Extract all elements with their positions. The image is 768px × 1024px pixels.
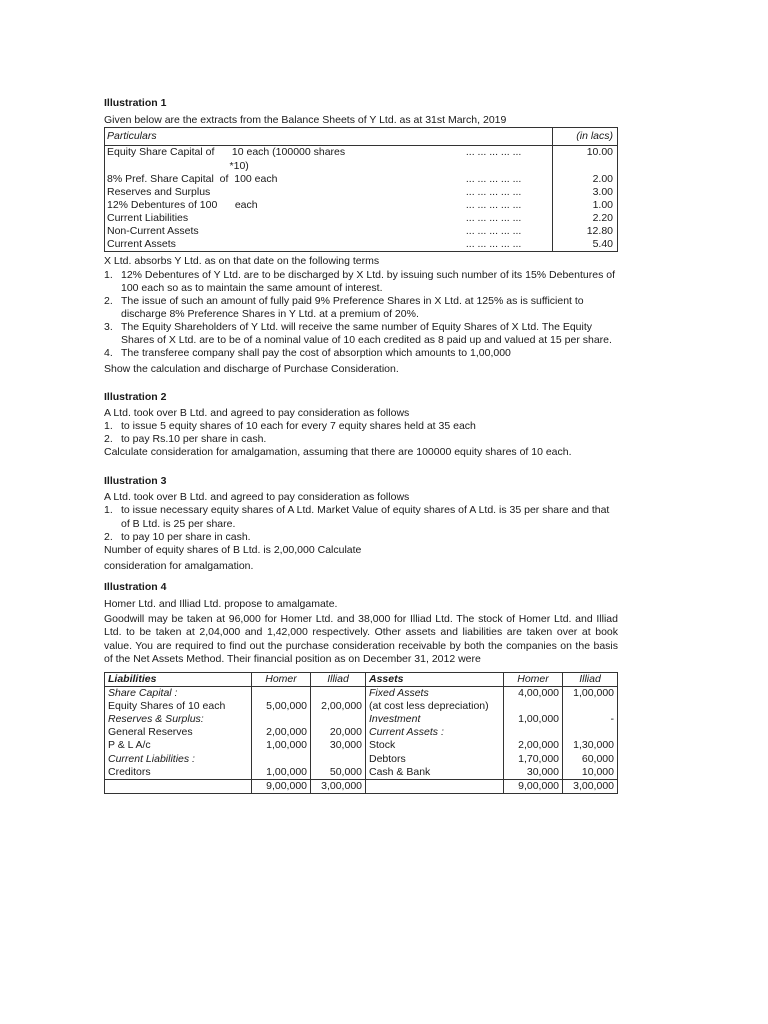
- asset-homer: 1,00,000: [504, 713, 563, 726]
- illustration-1-heading: Illustration 1: [104, 97, 167, 109]
- table-row: [105, 173, 618, 186]
- row-dots: ... ... ... ... ...: [465, 198, 522, 211]
- liability-illiad: [311, 713, 366, 726]
- illiad-header: Illiad: [311, 672, 366, 686]
- table-row: [105, 766, 618, 780]
- list-text: The Equity Shareholders of Y Ltd. will receive the same number of Equity Shares of X Ltd. The Equity Shares of X Ltd. are to be of a nominal value of 10 each credited as 8 paid up and valued at 15 per share.: [121, 321, 612, 347]
- row-label: Reserves and Surplus: [107, 185, 211, 198]
- row-value: 5.40: [553, 238, 618, 252]
- asset-illiad: 10,000: [563, 766, 618, 780]
- row-value: 1.00: [553, 199, 618, 212]
- asset-illiad: 60,000: [563, 753, 618, 766]
- list-number: 2.: [104, 432, 113, 445]
- illustration-3-intro: A Ltd. took over B Ltd. and agreed to pay consideration as follows: [104, 491, 410, 504]
- row-value: 2.20: [553, 212, 618, 225]
- list-text: to issue necessary equity shares of A Ltd. Market Value of equity shares of A Ltd. is 35 per share and that of B Ltd. is 25 per share.: [121, 504, 610, 530]
- table-row: [105, 186, 618, 199]
- asset-illiad: 1,00,000: [563, 686, 618, 700]
- financial-position-table: [104, 672, 618, 794]
- liability-illiad: [311, 753, 366, 766]
- row-dots: ... ... ... ... ...: [465, 185, 522, 198]
- list-number: 1.: [104, 504, 113, 517]
- illustration-4-line1: Homer Ltd. and Illiad Ltd. propose to amalgamate.: [104, 598, 338, 611]
- row-dots: ... ... ... ... ...: [465, 146, 522, 159]
- asset-homer: 4,00,000: [504, 686, 563, 700]
- illustration-4-heading: Illustration 4: [104, 581, 167, 593]
- illustration-1: [104, 97, 618, 377]
- row-dots: ... ... ... ... ...: [465, 212, 522, 224]
- row-label: Current Liabilities: [107, 212, 189, 224]
- illustration-3-line2: consideration for amalgamation.: [104, 559, 254, 572]
- table-row: [105, 686, 618, 700]
- row-label: Non-Current Assets: [107, 225, 199, 238]
- asset-label: Debtors: [366, 753, 504, 766]
- illustration-3: [104, 475, 618, 573]
- list-item: [104, 269, 618, 295]
- liability-label: P & L A/c: [108, 739, 151, 752]
- table-row: [105, 225, 618, 238]
- list-text: to issue 5 equity shares of 10 each for every 7 equity shares held at 35 each: [121, 419, 476, 432]
- illustration-4-paragraph: Goodwill may be taken at 96,000 for Homer Ltd. and 38,000 for Illiad Ltd. The stock of Homer Ltd. and Illiad Ltd. to be taken at 2,04,000 and 1,42,000 respectively. Other assets and liabilities are taken over at book value. You are required to find out the purchase consideration receivable by both the companies on the basis of the Net Assets Method. Their financial position as on December 31, 2012 were: [104, 613, 618, 665]
- row-value: 12.80: [553, 225, 618, 238]
- liability-illiad: 30,000: [311, 739, 366, 752]
- liability-homer: 5,00,000: [252, 700, 311, 713]
- table-row: [105, 739, 618, 752]
- liability-homer: [252, 713, 311, 726]
- liability-label: Creditors: [108, 765, 151, 778]
- row-label: 8% Pref. Share Capital of 100 each: [107, 172, 278, 185]
- asset-homer: 30,000: [504, 766, 563, 780]
- illustration-2-heading: Illustration 2: [104, 390, 167, 403]
- list-item: [104, 420, 618, 433]
- row-dots: [464, 160, 553, 173]
- row-label: Current Assets: [107, 238, 176, 251]
- row-label: 12% Debentures of 100 each: [107, 198, 258, 211]
- list-item: [104, 321, 618, 347]
- asset-label: Fixed Assets: [366, 686, 504, 700]
- asset-homer: [504, 726, 563, 739]
- liabilities-header: Liabilities: [105, 672, 252, 686]
- illustration-2-intro: A Ltd. took over B Ltd. and agreed to pay consideration as follows: [104, 406, 410, 419]
- illustration-4: [104, 581, 618, 794]
- assets-header: Assets: [366, 672, 504, 686]
- asset-homer: [504, 700, 563, 713]
- liability-homer: 1,00,000: [252, 739, 311, 752]
- table-row: [105, 713, 618, 726]
- table-row: [105, 199, 618, 212]
- liability-label: Equity Shares of 10 each: [108, 700, 226, 712]
- liability-label: Reserves & Surplus:: [108, 713, 204, 726]
- liability-homer: 1,00,000: [252, 766, 311, 780]
- asset-illiad: [563, 726, 618, 739]
- amount-header: (in lacs): [553, 128, 618, 146]
- list-text: The transferee company shall pay the cost of absorption which amounts to 1,00,000: [121, 347, 511, 360]
- row-value: [553, 160, 618, 173]
- list-item: [104, 347, 618, 360]
- table-row: [105, 700, 618, 713]
- row-label: *10): [107, 159, 249, 172]
- total-assets-illiad: 3,00,000: [563, 779, 618, 793]
- totals-row: [105, 779, 618, 793]
- asset-label: (at cost less depreciation): [366, 700, 504, 713]
- list-number: 3.: [104, 321, 113, 333]
- illustration-3-terms: [104, 504, 618, 543]
- table-row: [105, 212, 618, 225]
- row-dots: ... ... ... ... ...: [465, 238, 522, 251]
- table-row: [105, 146, 618, 160]
- illustration-1-terms: [104, 269, 618, 361]
- asset-label: Current Assets :: [366, 726, 504, 739]
- row-value: 2.00: [553, 173, 618, 186]
- liability-homer: [252, 686, 311, 700]
- liability-homer: [252, 753, 311, 766]
- illustration-3-heading: Illustration 3: [104, 475, 167, 488]
- asset-label: Stock: [366, 739, 504, 752]
- illustration-2-question: Calculate consideration for amalgamation, assuming that there are 100000 equity shares of 10 each.: [104, 446, 572, 458]
- list-text: The issue of such an amount of fully paid 9% Preference Shares in X Ltd. at 125% as is sufficient to discharge 8% Preference Shares in Y Ltd. at a premium of 20%.: [121, 294, 584, 320]
- list-number: 1.: [104, 419, 113, 432]
- total-assets-homer: 9,00,000: [504, 779, 563, 793]
- balance-sheet-extract-table: [104, 127, 618, 252]
- asset-label: Investment: [366, 713, 504, 726]
- list-text: to pay Rs.10 per share in cash.: [121, 432, 267, 445]
- liability-illiad: 2,00,000: [311, 700, 366, 713]
- total-liab-homer: 9,00,000: [252, 779, 311, 793]
- asset-illiad: 1,30,000: [563, 739, 618, 752]
- row-dots: ... ... ... ... ...: [465, 172, 522, 185]
- list-item: [104, 295, 618, 321]
- row-value: 10.00: [553, 146, 618, 160]
- list-number: 1.: [104, 268, 113, 281]
- illustration-2: [104, 391, 618, 460]
- illustration-2-terms: [104, 420, 618, 446]
- asset-homer: 1,70,000: [504, 753, 563, 766]
- illustration-1-question: Show the calculation and discharge of Purchase Consideration.: [104, 363, 399, 376]
- asset-illiad: -: [563, 713, 618, 726]
- list-item: [104, 504, 618, 530]
- list-number: 2.: [104, 530, 113, 543]
- homer-header-2: Homer: [504, 672, 563, 686]
- liability-label: Share Capital :: [108, 686, 178, 699]
- document-page: [104, 97, 618, 794]
- illustration-3-line1: Number of equity shares of B Ltd. is 2,00,000 Calculate: [104, 543, 362, 556]
- row-label: Equity Share Capital of 10 each (100000 shares: [107, 146, 346, 159]
- liability-label: Current Liabilities :: [108, 752, 195, 765]
- list-text: to pay 10 per share in cash.: [121, 530, 251, 543]
- table-header-row: [105, 672, 618, 686]
- asset-homer: 2,00,000: [504, 739, 563, 752]
- list-item: [104, 433, 618, 446]
- table-row: [105, 160, 618, 173]
- liability-illiad: [311, 686, 366, 700]
- liability-homer: 2,00,000: [252, 726, 311, 739]
- homer-header: Homer: [252, 672, 311, 686]
- list-text: 12% Debentures of Y Ltd. are to be discharged by X Ltd. by issuing such number of its 15% Debentures of 100 each so as to maintain the same amount of interest.: [121, 268, 615, 294]
- liability-label: General Reserves: [108, 726, 193, 739]
- list-number: 2.: [104, 294, 113, 307]
- list-number: 4.: [104, 347, 113, 360]
- absorb-text: X Ltd. absorbs Y Ltd. as on that date on the following terms: [104, 255, 380, 268]
- particulars-header: Particulars: [105, 128, 464, 146]
- liability-illiad: 20,000: [311, 726, 366, 739]
- row-dots: ... ... ... ... ...: [465, 225, 522, 238]
- row-value: 3.00: [553, 186, 618, 199]
- table-header-row: [105, 128, 618, 146]
- asset-illiad: [563, 700, 618, 713]
- list-item: [104, 531, 618, 544]
- table-row: [105, 726, 618, 739]
- asset-label: Cash & Bank: [366, 766, 504, 780]
- liability-illiad: 50,000: [311, 766, 366, 780]
- total-liab-illiad: 3,00,000: [311, 779, 366, 793]
- table-row: [105, 238, 618, 252]
- illustration-1-intro: Given below are the extracts from the Balance Sheets of Y Ltd. as at 31st March, 2019: [104, 114, 507, 127]
- table-row: [105, 753, 618, 766]
- illiad-header-2: Illiad: [563, 672, 618, 686]
